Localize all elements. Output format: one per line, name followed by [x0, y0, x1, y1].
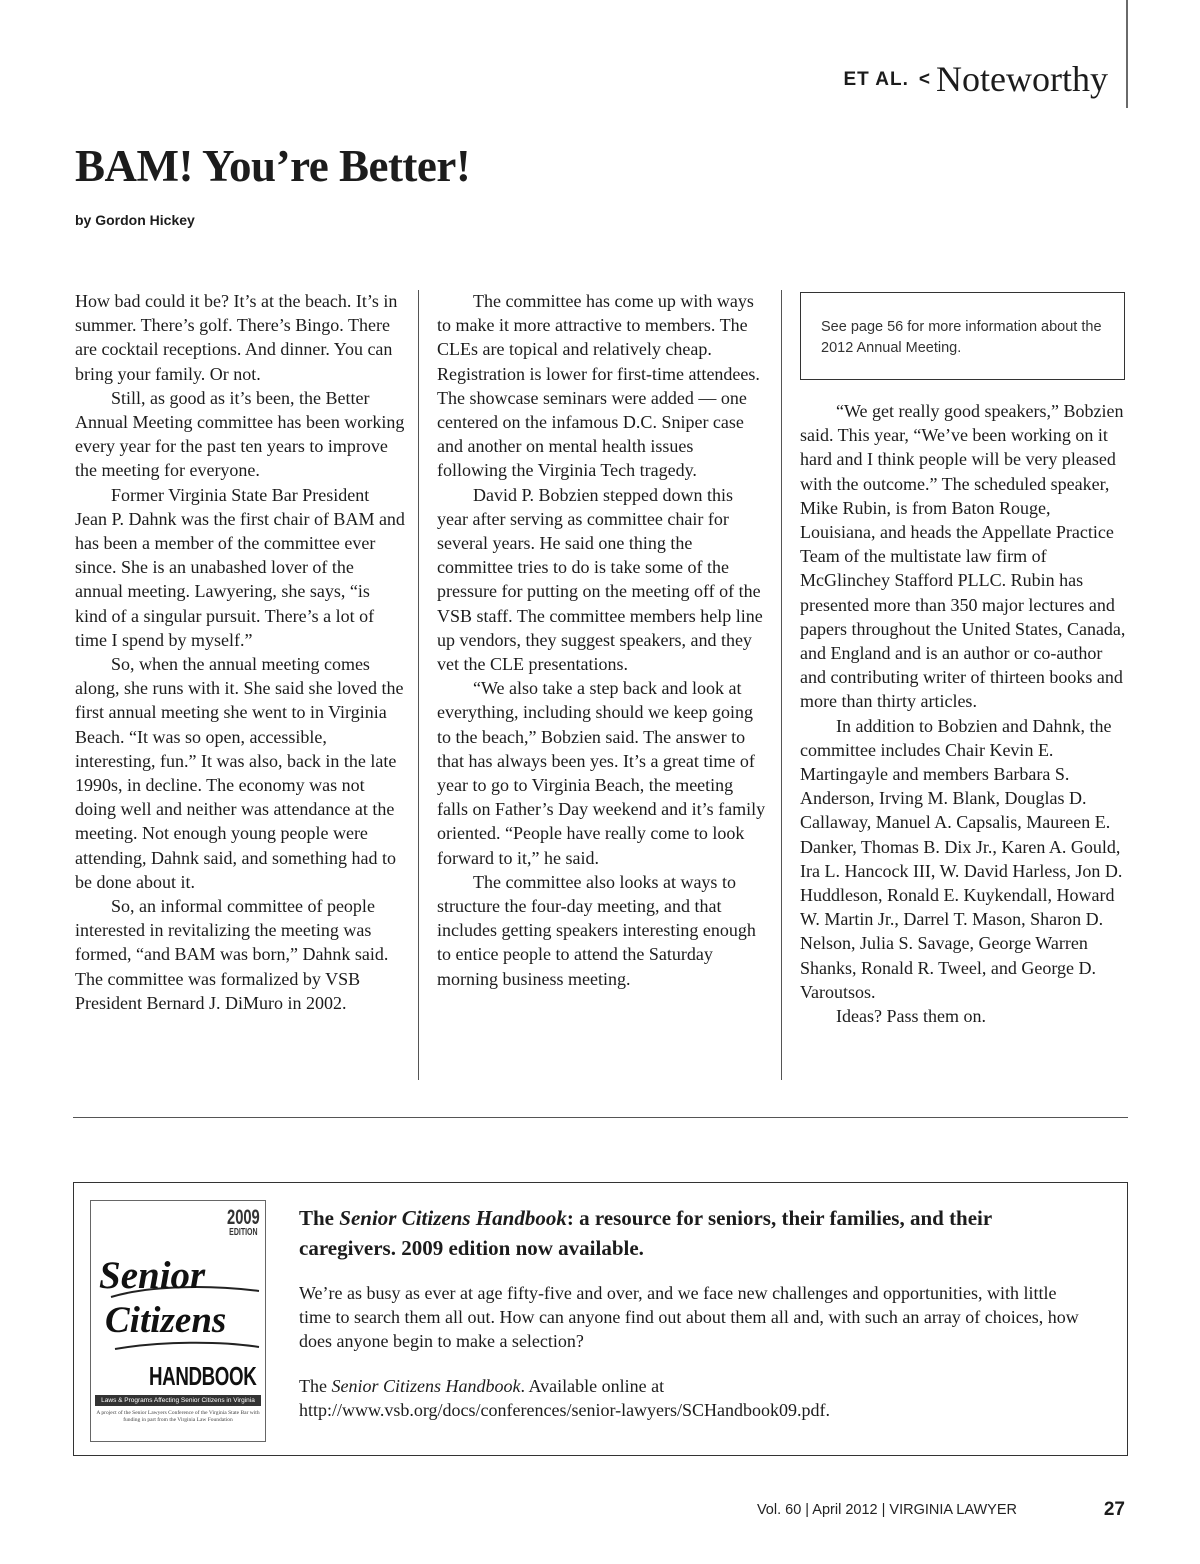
promo-url[interactable]: http://www.vsb.org/docs/conferences/senior-lawyers/SCHandbook09.pdf.	[299, 1400, 831, 1420]
paragraph: Former Virginia State Bar President Jean P. Dahnk was the first chair of BAM and has been a member of the committee ever since. She is an unabashed lover of the annual meeting. Lawyering, she says, “is kind of a singular pursuit. There’s a lot of time I spend by myself.”	[75, 484, 405, 650]
handbook-promo	[73, 1182, 1128, 1456]
footer-issue-info: Vol. 60 | April 2012 | VIRGINIA LAWYER	[756, 1502, 1017, 1518]
paragraph: Still, as good as it’s been, the Better Annual Meeting committee has been working every year for the past ten years to improve the meeting for everyone.	[75, 387, 405, 481]
cover-word-senior: Senior	[99, 1254, 206, 1297]
column-divider	[781, 290, 782, 1080]
promo-availability: The Senior Citizens Handbook. Available online at http://www.vsb.org/docs/conferences/senior-lawyers/SCHandbook09.pdf.	[299, 1376, 831, 1420]
handbook-cover-image	[90, 1200, 266, 1442]
section-label: ET AL.	[843, 69, 909, 90]
paragraph: The committee also looks at ways to structure the four-day meeting, and that includes getting speakers interesting enough to entice people to attend the Saturday morning business meeting.	[437, 871, 756, 989]
promo-title: The Senior Citizens Handbook: a resource for seniors, their families, and their caregivers. 2009 edition now available.	[299, 1206, 992, 1260]
section-topic: Noteworthy	[936, 59, 1108, 99]
column-divider	[418, 290, 419, 1080]
header-rule	[1126, 0, 1128, 108]
promo-book-title-italic: Senior Citizens Handbook	[331, 1376, 521, 1396]
cover-note: A project of the Senior Lawyers Conference of the Virginia State Bar with funding in part from the Virginia Law Foundation	[96, 1410, 260, 1423]
article-byline: by Gordon Hickey	[75, 212, 195, 228]
section-header	[843, 58, 1108, 100]
paragraph: The committee has come up with ways to make it more attractive to members. The CLEs are topical and relatively cheap. Registration is lower for first-time attendees. The showcase seminars were added — one centered on the infamous D.C. Sniper case and another on mental health issues following the Virginia Tech tragedy.	[437, 291, 760, 481]
paragraph: So, an informal committee of people interested in revitalizing the meeting was formed, “and BAM was born,” Dahnk said. The committee was formalized by VSB President Bernard J. DiMuro in 2002.	[75, 896, 389, 1013]
article-column-1	[75, 289, 405, 1015]
cover-edition: 2009 EDITION	[227, 1206, 260, 1238]
article-column-3	[800, 399, 1130, 1028]
cover-word-citizens: Citizens	[105, 1300, 227, 1341]
paragraph: “We also take a step back and look at everything, including should we keep going to the beach,” Bobzien said. The answer to that has always been yes. It’s a great time of year to go to Virginia Beach, the meeting falls on Father’s Day weekend and it’s family oriented. “People have really come to look forward to it,” he said.	[437, 678, 766, 868]
annual-meeting-sidebox	[800, 292, 1125, 380]
cover-subtitle: Laws & Programs Affecting Senior Citizens in Virginia	[95, 1395, 261, 1406]
article-title: BAM! You’re Better!	[75, 141, 471, 191]
article-column-2	[437, 289, 767, 991]
section-divider	[73, 1117, 1128, 1118]
paragraph: Ideas? Pass them on.	[836, 1006, 986, 1027]
paragraph: So, when the annual meeting comes along, she runs with it. She said she loved the first annual meeting she went to in Virginia Beach. “It was so open, accessible, interesting, fun.” It was also, back in the late 1990s, in decline. The economy was not doing well and neither was attendance at the meeting. Not enough young people were attending, Dahnk said, and something had to be done about it.	[75, 654, 404, 892]
section-separator: <	[918, 69, 931, 90]
paragraph: David P. Bobzien stepped down this year after serving as committee chair for several years. He said one thing the committee tries to do is take some of the pressure for putting on the meeting off of the VSB staff. The committee members help line up vendors, they suggest speakers, and they vet the CLE presentations.	[437, 484, 763, 675]
cover-word-handbook: HANDBOOK	[149, 1361, 257, 1391]
sidebox-text: See page 56 for more information about the 2012 Annual Meeting.	[821, 319, 1102, 356]
paragraph: How bad could it be? It’s at the beach. It’s in summer. There’s golf. There’s Bingo. There are cocktail receptions. And dinner. You can bring your family. Or not.	[75, 291, 398, 384]
paragraph: In addition to Bobzien and Dahnk, the committee includes Chair Kevin E. Martingayle and members Barbara S. Anderson, Irving M. Blank, Douglas D. Callaway, Manuel A. Capsalis, Maureen E. Danker, Thomas B. Dix Jr., Karen A. Gould, Ira L. Hancock III, W. David Harless, Jon D. Huddleson, Ronald E. Kuykendall, Howard W. Martin Jr., Darrel T. Mason, Sharon D. Nelson, Julia S. Savage, George Warren Shanks, Ronald R. Tweel, and George D. Varoutsos.	[800, 715, 1123, 1002]
promo-book-title: Senior Citizens Handbook	[339, 1206, 567, 1230]
page-number: 27	[1103, 1499, 1125, 1520]
promo-description: We’re as busy as ever at age fifty-five and over, and we face new challenges and opportunities, with little time to search them all out. How can anyone find out about them all and, with such an array of choices, how does anyone begin to make a selection?	[299, 1283, 1079, 1351]
paragraph: “We get really good speakers,” Bobzien said. This year, “We’ve been working on it hard and I think people will be very pleased with the outcome.” The scheduled speaker, Mike Rubin, is from Baton Rouge, Louisiana, and heads the Appellate Practice Team of the multistate law firm of McGlinchey Stafford PLLC. Rubin has presented more than 350 major lectures and papers throughout the United States, Canada, and England and is an author or co-author and contributing writer of thirteen books and more than thirty articles.	[800, 401, 1126, 712]
